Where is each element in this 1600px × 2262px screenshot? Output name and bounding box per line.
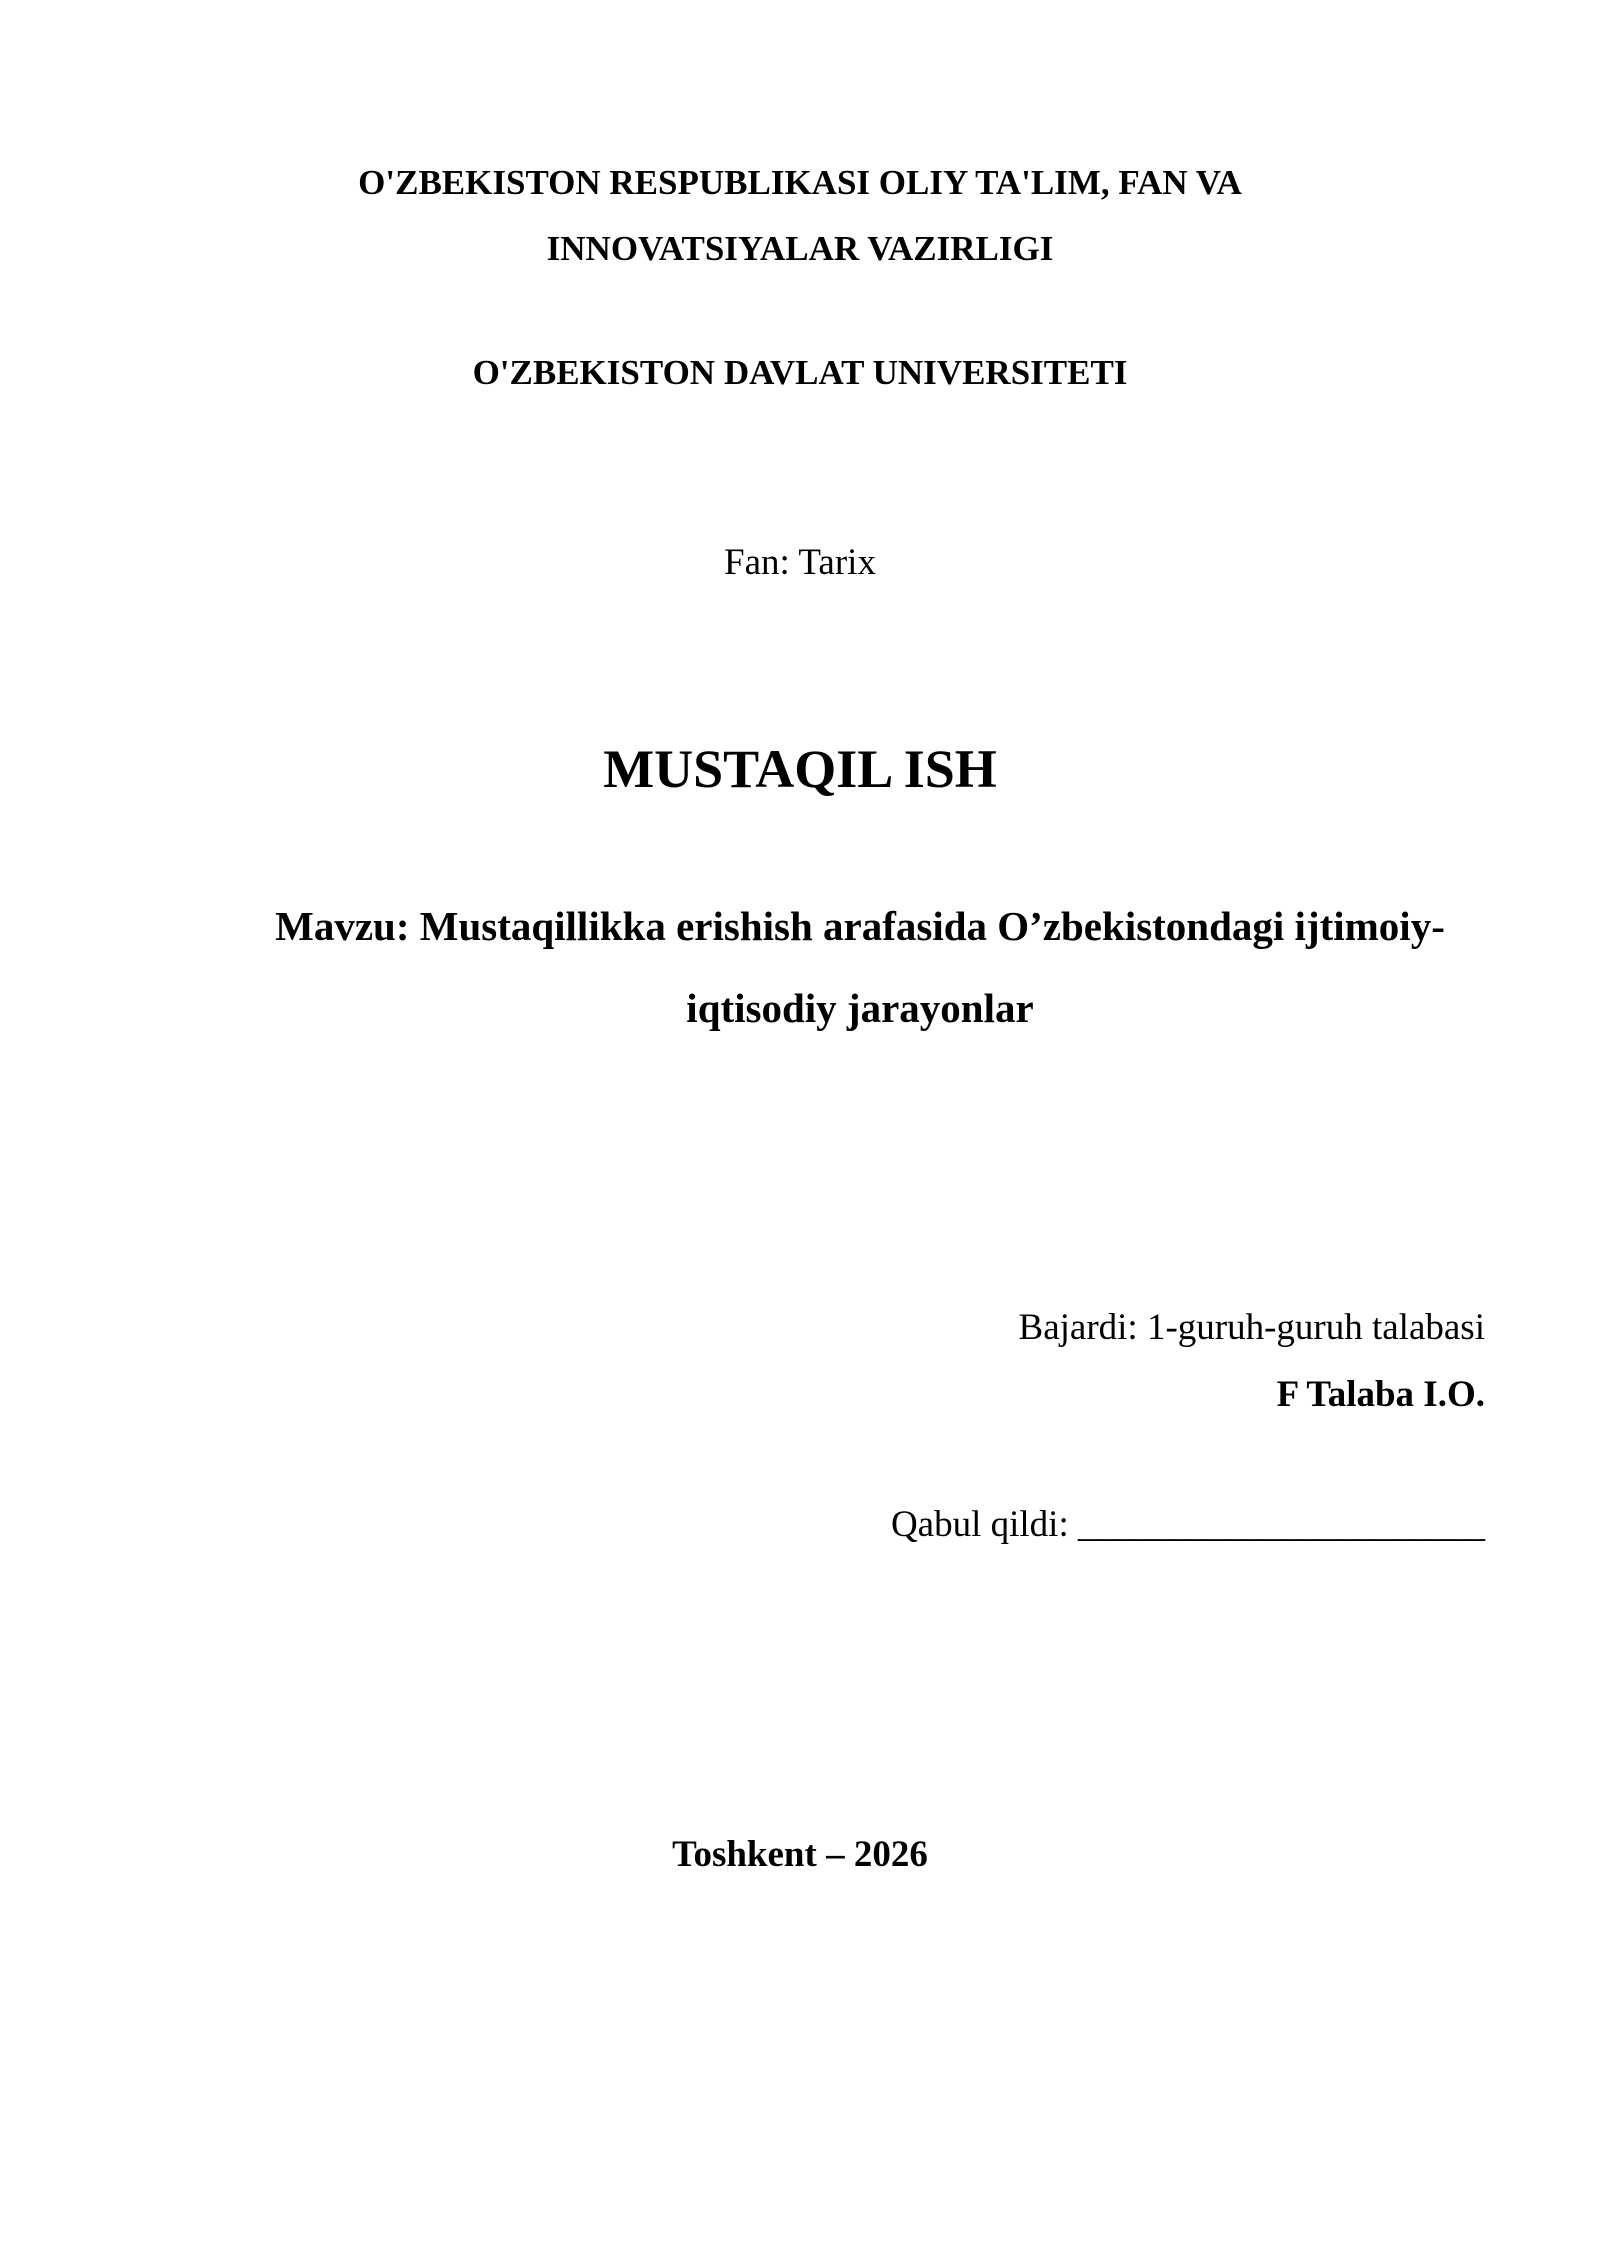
accepted-by-line: Qabul qildi: ______________________	[890, 1504, 1485, 1545]
subject-line: Fan: Tarix	[724, 542, 876, 583]
student-name: F Talaba I.O.	[1276, 1374, 1485, 1415]
topic-line: Mavzu: Mustaqillikka erishish arafasida O’zbekistondagi ijtimoiy-iqtisodiy jarayonlar	[275, 903, 1445, 1031]
university-name: O'ZBEKISTON DAVLAT UNIVERSITETI	[472, 353, 1128, 392]
ministry-name-line-2: INNOVATSIYALAR VAZIRLIGI	[546, 229, 1054, 268]
work-title: MUSTAQIL ISH	[603, 739, 997, 799]
city-year: Toshkent – 2026	[672, 1834, 928, 1875]
performer-label: Bajardi: 1-guruh-guruh talabasi	[1018, 1307, 1485, 1348]
ministry-name	[0, 150, 1600, 282]
ministry-name-line-1: O'ZBEKISTON RESPUBLIKASI OLIY TA'LIM, FAN VA	[358, 163, 1242, 202]
